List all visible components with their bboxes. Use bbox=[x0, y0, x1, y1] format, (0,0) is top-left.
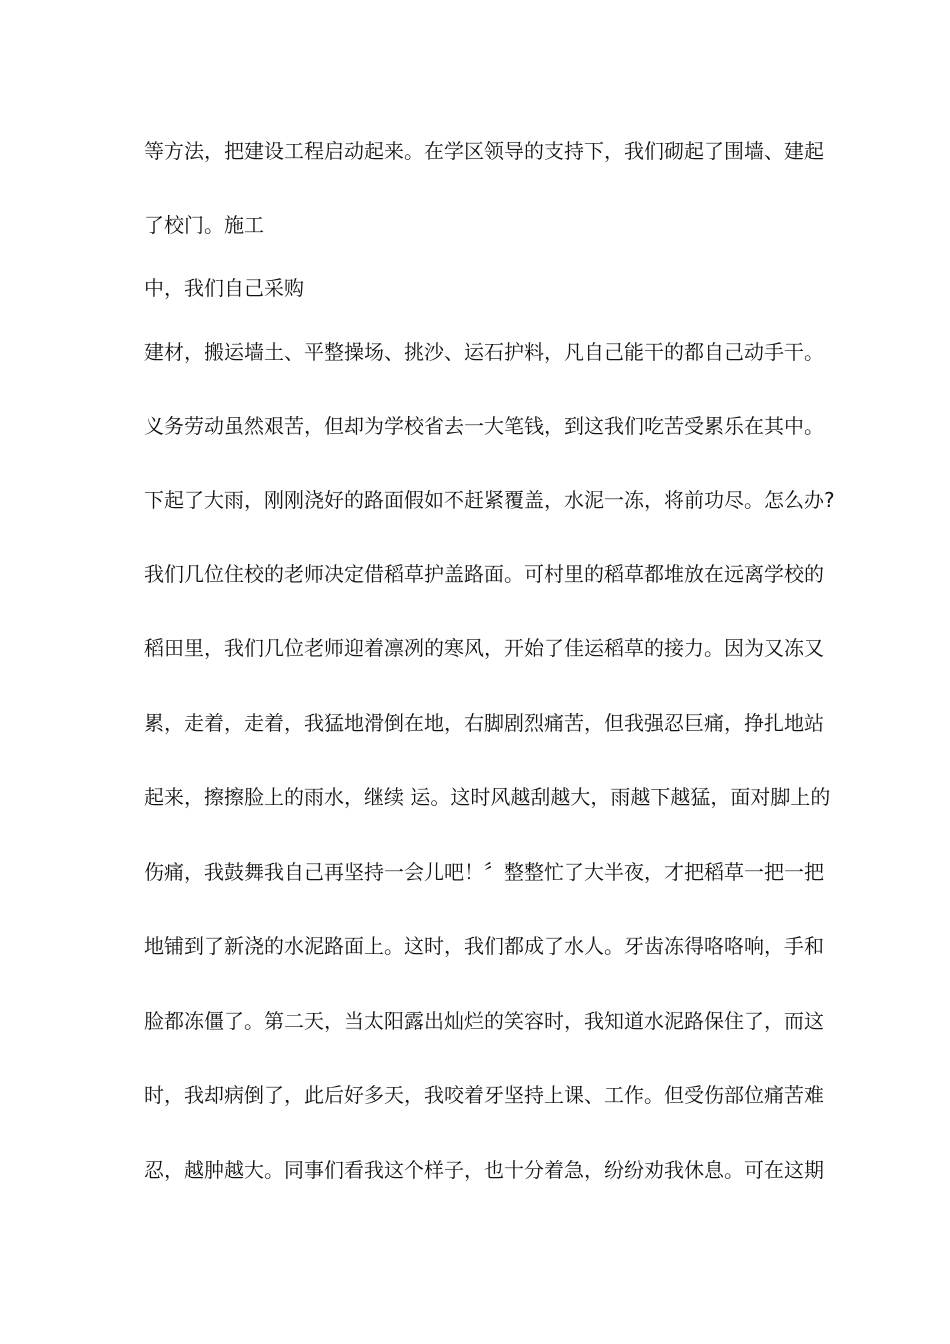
text-line: 中，我们自己采购 bbox=[144, 276, 304, 300]
text-line: 下起了大雨，刚刚浇好的路面假如不赶紧覆盖，水泥一冻，将前功尽。怎么办? bbox=[144, 488, 835, 512]
text-line: 我们几位住校的老师决定借稻草护盖路面。可村里的稻草都堆放在远离学校的 bbox=[144, 562, 824, 586]
text-line: 累，走着，走着，我猛地滑倒在地，右脚剧烈痛苦，但我强忍巨痛，挣扎地站 bbox=[144, 711, 824, 735]
text-line: 等方法，把建设工程启动起来。在学区领导的支持下，我们砌起了围墙、建起 bbox=[144, 139, 824, 163]
text-line: 义务劳动虽然艰苦，但却为学校省去一大笔钱，到这我们吃苦受累乐在其中。 bbox=[144, 414, 824, 438]
text-line: 时，我却病倒了，此后好多天，我咬着牙坚持上课、工作。但受伤部位痛苦难 bbox=[144, 1083, 824, 1107]
text-line: 建材，搬运墙土、平整操场、挑沙、运石护料，凡自己能干的都自己动手干。 bbox=[144, 340, 824, 364]
text-line: 起来，擦擦脸上的雨水，继续 运。这时风越刮越大，雨越下越猛，面对脚上的 bbox=[144, 785, 831, 809]
text-line: 稻田里，我们几位老师迎着凛冽的寒风，开始了佳运稻草的接力。因为又冻又 bbox=[144, 636, 824, 660]
text-line: 伤痛，我鼓舞我自己再坚持一会儿吧！〞整整忙了大半夜，才把稻草一把一把 bbox=[144, 860, 824, 884]
text-line: 脸都冻僵了。第二天，当太阳露出灿烂的笑容时，我知道水泥路保住了，而这 bbox=[144, 1009, 824, 1033]
text-line: 忍，越肿越大。同事们看我这个样子，也十分着急，纷纷劝我休息。可在这期 bbox=[144, 1158, 824, 1182]
text-line: 了校门。施工 bbox=[144, 213, 264, 237]
text-line: 地铺到了新浇的水泥路面上。这时，我们都成了水人。牙齿冻得咯咯响，手和 bbox=[144, 934, 824, 958]
